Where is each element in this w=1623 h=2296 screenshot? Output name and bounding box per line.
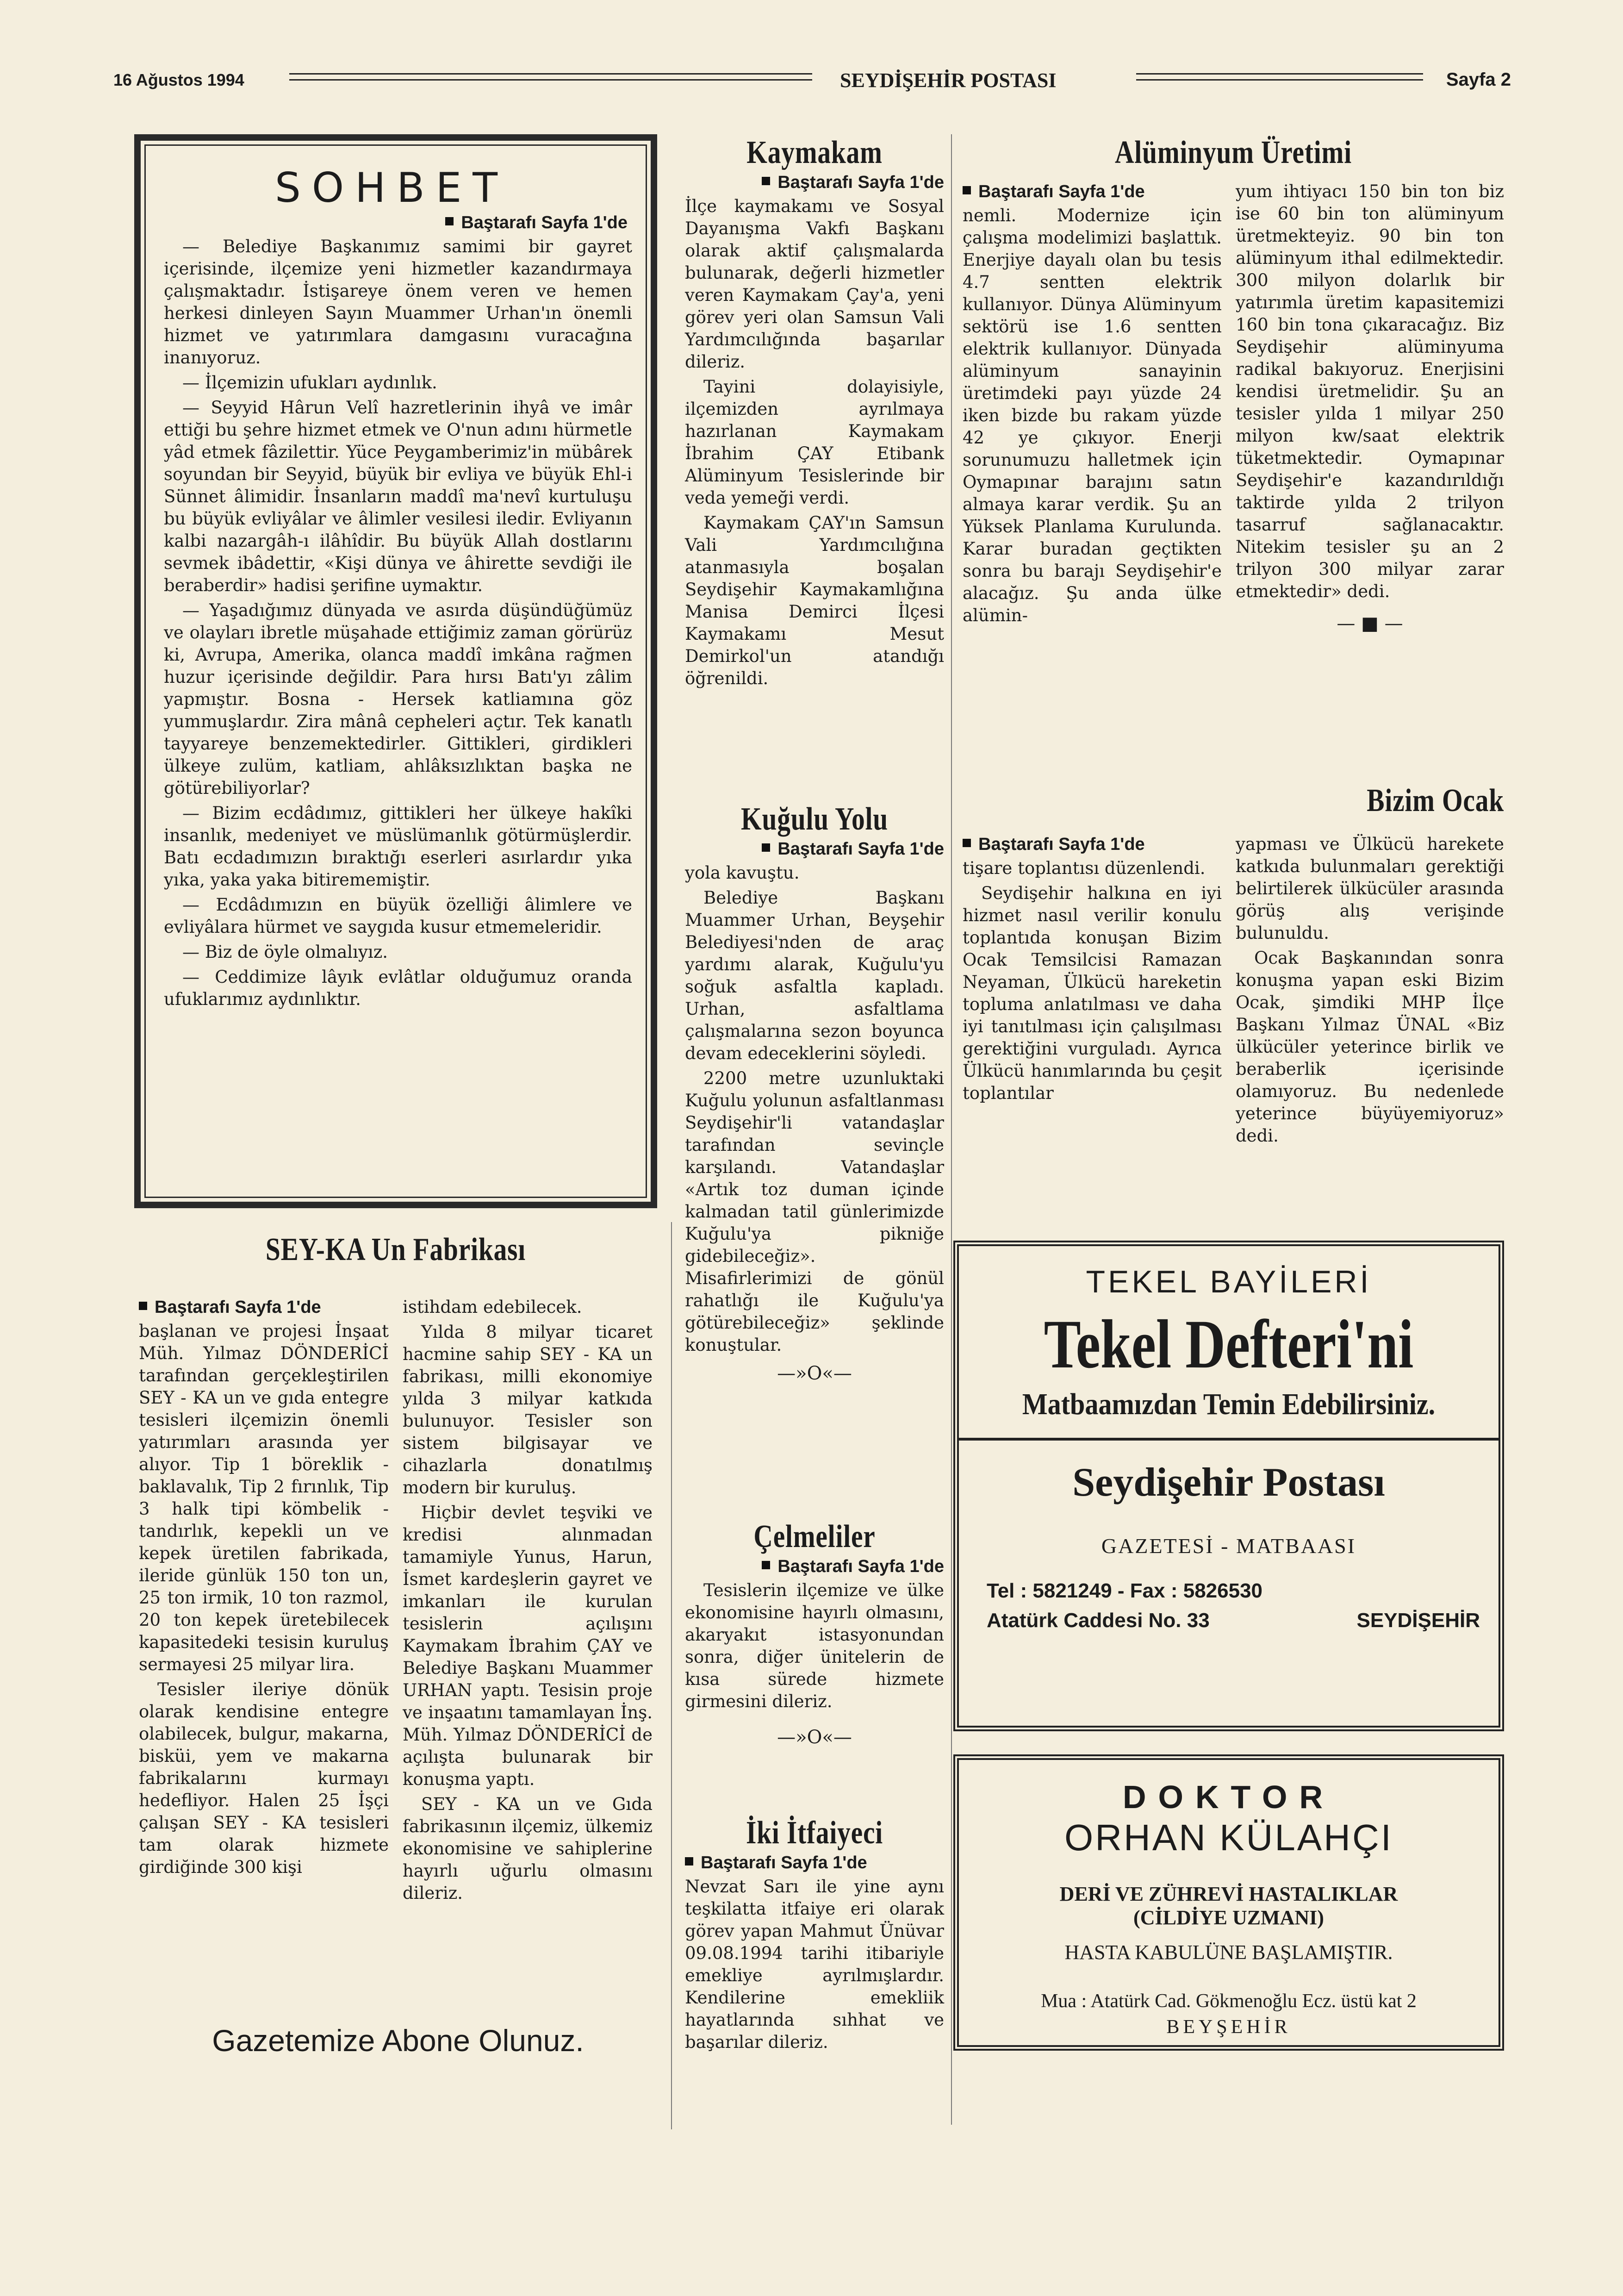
seyka-col-1 — [139, 1296, 389, 1881]
celmeliler-paragraph: Tesislerin ilçemize ve ülke ekonomisine hayırlı olmasını, akaryakıt istasyonundan sonra, diğer ünitelerin de kısa sürede hizmete girmesini dileriz. — [685, 1580, 944, 1711]
aluminyum-paragraph: nemli. Modernize için çalışma modelimizi başlattık. Enerjiye dayalı olan bu tesis 4.7 sentten elektrik kullanıyor. Dünya Alüminyum sektörü ise 1.6 sentten elektrik kullanıyor. Dünyada alüminyum sanayinin üretimdeki payı yüzde 24 iken bizde bu rakam yüzde 42 ye çıkıyor. Enerji sorunumuzu halletmek için Oymapınar barajını satın almaya karar verdik. Şu an Yüksek Planlama Kurulunda. Karar buradan geçtikten sonra bu barajı Seydişehir'e alacağız. Şu anda ülke alümin- — [963, 206, 1222, 625]
seyka-paragraph: istihdam edebilecek. — [403, 1297, 582, 1317]
kugulu-paragraph: 2200 metre uzunluktaki Kuğulu yolunun asfaltlanması Seydişehir'li vatandaşlar tarafından sevinçle karşılandı. Vatandaşlar «Artık toz duman içinde kalmadan tatil günlerimizde Kuğulu'ya pikniğe gidebileceğiz». Misafirlerimizi de gönül rahatlığı ile Kuğulu'ya götürebileceğiz» şeklinde konuştular. — [685, 1068, 944, 1355]
masthead — [113, 65, 1511, 97]
section-divider: — ■ — — [1337, 613, 1403, 634]
column-rule — [951, 134, 952, 2125]
ad-doktor-address: Mua : Atatürk Cad. Gökmenoğlu Ecz. üstü kat 2 — [1041, 1990, 1417, 2012]
seyka-paragraph: Tesisler ileriye dönük olarak kendisine entegre olabilecek, bulgur, makarna, bisküi, yem ve makarna fabrikalarını kurmayı hedefliyor. Halen 25 İşçi çalışan SEY - KA tesisleri tam olarak hizmete girdiğinde 300 kişi — [139, 1679, 389, 1877]
ad-doktor-spec2: (CİLDİYE UZMANI) — [1133, 1906, 1324, 1929]
ad-tekel-line3: Matbaamızdan Temin Edebilirsiniz. — [1022, 1387, 1436, 1421]
sohbet-paragraph: — Biz de öyle olmalıyız. — [182, 942, 388, 962]
section-divider: —»O«— — [777, 1727, 852, 1748]
bizimocak-col-2 — [1236, 833, 1504, 1150]
aluminyum-article — [963, 134, 1504, 171]
bullet-square-icon — [685, 1857, 693, 1866]
seyka-article — [134, 1231, 657, 1268]
ad-brand-name: Seydişehir Postası — [1072, 1460, 1385, 1505]
sohbet-title: SOHBET — [275, 164, 509, 212]
issue-date: 16 Ağustos 1994 — [113, 70, 244, 89]
itfaiyeci-lead: Baştarafı Sayfa 1'de — [685, 1852, 944, 1874]
bizimocak-article — [963, 782, 1504, 819]
itfaiyeci-article — [685, 1815, 944, 2056]
bizimocak-paragraph: Seydişehir halkına en iyi hizmet nasıl verilir konulu toplantıda konuşan Bizim Ocak Temsilcisi Ramazan Neyaman, Ülkücü hareketin topluma anlatılması ve daha iyi tanıtılması için çalışılması gerektiğini vurguladı. Ayrıca Ülkücü hanımlarında bu çeşit toplantılar — [963, 883, 1222, 1103]
seyka-paragraph: başlanan ve projesi İnşaat Müh. Yılmaz DÖNDERİCİ tarafından gerçekleştirilen SEY - KA un ve gıda entegre tesisleri ilçemizin önemli yatırımları arasında yer alıyor. Tip 1 böreklik - baklavalık, Tip 2 fırınlık, Tip 3 halk tipi kömbelik - tandırlık, kepekli un ve kepek üretilen fabrikada, ileride günlük 150 ton un, 25 ton irmik, 10 ton razmol, 20 ton kepek üretebilecek kapasitedeki tesisin kuruluş sermayesi 25 milyar lira. — [139, 1321, 389, 1674]
sohbet-paragraph: — İlçemizin ufukları aydınlık. — [182, 373, 437, 393]
ad-doktor-notice: HASTA KABULÜNE BAŞLAMIŞTIR. — [1064, 1941, 1393, 1964]
bullet-square-icon — [963, 186, 971, 194]
ad-doktor-city: BEYŞEHİR — [1166, 2016, 1291, 2038]
aluminyum-headline: Alüminyum Üretimi — [1115, 135, 1352, 170]
bullet-square-icon — [139, 1302, 147, 1310]
celmeliler-lead: Baştarafı Sayfa 1'de — [685, 1555, 944, 1578]
bizimocak-lead: Baştarafı Sayfa 1'de — [963, 833, 1222, 855]
aluminyum-paragraph: yum ihtiyacı 150 bin ton biz ise 60 bin ton alüminyum üretmekteyiz. 90 bin ton alüminyum ithal edilmektedir. 300 milyon dolarlık bir yatırımla üretim kapasitemizi 160 bin tona çıkaracağız. Biz Seydişehir alüminyuma radikal bakıyoruz. Enerjisini kendisi üretmelidir. Şu an tesisler yılda 1 milyar 250 milyon kw/saat elektrik tüketmektedir. Oymapınar Seydişehir'e kazandırıldığı taktirde yılda 2 trilyon tasarruf sağlanacaktır. Nitekim tesisler şu an 2 trilyon 300 milyar zarar etmektedir» dedi. — [1236, 181, 1504, 601]
kaymakam-paragraph: Kaymakam ÇAY'ın Samsun Vali Yardımcılığına atanmasıyla boşalan Seydişehir Kaymakamlığına Manisa Demirci İlçesi Kaymakamı Mesut Demirkol'un atandığı öğrenildi. — [685, 513, 944, 688]
ad-doktor-title: DOKTOR — [1122, 1779, 1335, 1815]
sohbet-paragraph: — Belediye Başkanımız samimi bir gayret içerisinde, ilçemize yeni hizmetler kazandırmaya çalışmaktadır. İstişareye önem veren ve hemen herkesi dinleyen Sayın Muammer Urhan'ın önemli hizmet ve yatırımlara damgasını vuracağına inanıyoruz. — [164, 237, 632, 368]
bullet-square-icon — [762, 1561, 770, 1569]
kaymakam-paragraph: İlçe kaymakamı ve Sosyal Dayanışma Vakfı Başkanı olarak aktif çalışmalarda bulunarak, değerli hizmetler veren Kaymakam Çay'a, yeni görev yeri olan Samsun Vali Yardımcılığında başarılar dileriz. — [685, 196, 944, 372]
kugulu-headline: Kuğulu Yolu — [741, 801, 888, 837]
kugulu-paragraph: yola kavuştu. — [685, 863, 800, 883]
seyka-paragraph: SEY - KA un ve Gıda fabrikasının ilçemiz, ülkemiz ekonomisine ve sahiplerine hayırlı uğurlu olmasını dileriz. — [403, 1794, 653, 1903]
ad-address: Atatürk Caddesi No. 33 — [987, 1609, 1210, 1632]
ad-tekel-line1: TEKEL BAYİLERİ — [1086, 1264, 1372, 1299]
aluminyum-lead: Baştarafı Sayfa 1'de — [963, 181, 1222, 203]
kaymakam-headline: Kaymakam — [746, 135, 883, 170]
aluminyum-col-2 — [1236, 181, 1504, 634]
ad-doktor-spec1: DERİ VE ZÜHREVİ HASTALIKLAR — [1059, 1883, 1398, 1905]
column-rule — [671, 1222, 672, 2129]
sohbet-paragraph: — Seyyid Hârun Velî hazretlerinin ihyâ ve imâr ettiği bu şehre hizmet etmek ve O'nun adını hürmetle yâd etmek fâzilettir. Yüce Peygamberimiz'in mübârek soyundan bir Seyyid, büyük bir evliya ve büyük Ehl-i Sünnet âlimidir. İnsanların maddî ma'nevî kurtuluşu bu büyük evliyâlar ve âlimler vesilesi iledir. Evliyanın kalbi nazargâh-ı ilâhîdir. Bu büyük Allah dostlarını sevmek ibâdettir, «Kişi dünya ve âhirette sevdiği ile beraberdir» hadisi şerifine uymaktır. — [164, 398, 632, 595]
seyka-headline: SEY-KA Un Fabrikası — [265, 1232, 526, 1267]
kugulu-lead: Baştarafı Sayfa 1'de — [685, 838, 944, 860]
sohbet-paragraph: — Yaşadığımız dünyada ve asırda düşündüğümüz ve olayları ibretle müşahade ettiğimiz zaman görürüz ki, Avrupa, Amerika, olanca maddî imkâna rağmen huzur içerisinde değildir. Para hırsı Batı'yı zâlim yapmıştır. Bosna - Hersek katliamına göz yummuşlardır. Zira mânâ cepheleri açtır. Tek kanatlı tayyareye benzemektedirler. Gittikleri, girdikleri ülkeye zulüm, katliam, ahlâksızlıktan başka ne götürebiliyorlar? — [164, 600, 632, 798]
bullet-square-icon — [963, 839, 971, 847]
celmeliler-headline: Çelmeliler — [753, 1519, 876, 1554]
masthead-rule-left — [289, 73, 812, 81]
tekel-advertisement — [953, 1241, 1504, 1731]
sohbet-paragraph: — Bizim ecdâdımız, gittikleri her ülkeye hakîki insanlık, medeniyet ve müslümanlık götürmüşlerdir. Batı ecdadımızın bıraktığı eserleri asırlardır yıka yıka, yaka yaka bitirememiştir. — [164, 803, 632, 890]
subscribe-slogan: Gazetemize Abone Olunuz. — [212, 2023, 584, 2058]
seyka-paragraph: Yılda 8 milyar ticaret hacmine sahip SEY - KA un fabrikası, milli ekonomiye yılda 3 milyar katkıda bulunuyor. Tesisler son sistem bilgisayar ve cihazlarla donatılmış modern bir kuruluş. — [403, 1322, 653, 1497]
seyka-lead: Baştarafı Sayfa 1'de — [139, 1296, 389, 1318]
sohbet-paragraph: — Ecdâdımızın en büyük özelliği âlimlere ve evliyâlara hürmet ve saygıda kusur etmemeleridir. — [164, 895, 632, 937]
kugulu-article — [685, 801, 944, 1384]
section-divider: —»O«— — [777, 1363, 852, 1384]
celmeliler-article — [685, 1518, 944, 1748]
aluminyum-col-1 — [963, 181, 1222, 630]
sohbet-body — [164, 236, 632, 1011]
ad-doktor-name: ORHAN KÜLAHÇI — [1064, 1817, 1393, 1858]
ad-brand-sub: GAZETESİ - MATBAASI — [1101, 1534, 1356, 1558]
bizimocak-col-1 — [963, 833, 1222, 1107]
sohbet-paragraph: — Ceddimize lâyık evlâtlar olduğumuz oranda ufuklarımız aydınlıktır. — [164, 967, 632, 1009]
seyka-col-2 — [403, 1296, 653, 1907]
bizimocak-paragraph: yapması ve Ülkücü harekete katkıda bulunmaları gerektiği belirtilerek ülkücüler arasında görüş alış verişinde bulunuldu. — [1236, 834, 1504, 943]
itfaiyeci-paragraph: Nevzat Sarı ile yine aynı teşkilatta itfaiye eri olarak görev yapan Mahmut Ünüvar 09.08.1994 tarihi itibariyle emekliye ayrılmışlardır. Kendilerine emekliik hayatlarında sıhhat ve başarılar dileriz. — [685, 1877, 944, 2052]
bizimocak-headline: Bizim Ocak — [1367, 783, 1504, 818]
sohbet-lead: Baştarafı Sayfa 1'de — [164, 212, 628, 234]
doktor-advertisement — [953, 1754, 1504, 2051]
bizimocak-paragraph: Ocak Başkanından sonra konuşma yapan eski Bizim Ocak, şimdiki MHP İlçe Başkanı Yılmaz ÜNAL «Biz ülkücüler yeterince birlik ve beraberlik içerisinde olamıyoruz. Bu nedenlede yeterince büyüyemiyoruz» dedi. — [1236, 948, 1504, 1146]
bizimocak-paragraph: tişare toplantısı düzenlendi. — [963, 858, 1206, 878]
kaymakam-lead: Baştarafı Sayfa 1'de — [685, 171, 944, 193]
sohbet-box — [134, 134, 657, 1208]
ad-divider — [959, 1438, 1499, 1441]
bullet-square-icon — [762, 177, 770, 185]
kugulu-paragraph: Belediye Başkanı Muammer Urhan, Beyşehir Belediyesi'nden de araç yardımı alarak, Kuğulu'yu soğuk asfaltla kapladı. Urhan, asfaltlama çalışmalarına sezon boyunca devam edeceklerini söyledi. — [685, 888, 944, 1063]
ad-phone: Tel : 5821249 - Fax : 5826530 — [987, 1579, 1263, 1602]
bullet-square-icon — [445, 217, 454, 225]
kaymakam-paragraph: Tayini dolayisiyle, ilçemizden ayrılmaya hazırlanan Kaymakam İbrahim ÇAY Etibank Alüminyum Tesislerinde bir veda yemeği verdi. — [685, 377, 944, 508]
itfaiyeci-headline: İki İtfaiyeci — [746, 1815, 883, 1851]
seyka-paragraph: Hiçbir devlet teşviki ve kredisi alınmadan tamamiyle Yunus, Harun, İsmet kardeşlerin gayret ve imkanları ile kurulan tesislerin açılışını Kaymakam İbrahim ÇAY ve Belediye Başkanı Muammer URHAN yaptı. Tesisin proje ve inşaatını tamamlayan İnş. Müh. Yılmaz DÖNDERİCİ de açılışta bulunarak bir konuşma yaptı. — [403, 1503, 653, 1789]
ad-address-line — [959, 1609, 1499, 1632]
paper-name: SEYDİŞEHİR POSTASI — [840, 69, 1057, 92]
kaymakam-article — [685, 134, 944, 693]
ad-tekel-line2: Tekel Defteri'ni — [1044, 1306, 1414, 1383]
bullet-square-icon — [762, 843, 770, 852]
page-number: Sayfa 2 — [1446, 69, 1511, 90]
masthead-rule-right — [1136, 73, 1423, 81]
ad-city: SEYDİŞEHİR — [1356, 1609, 1480, 1632]
